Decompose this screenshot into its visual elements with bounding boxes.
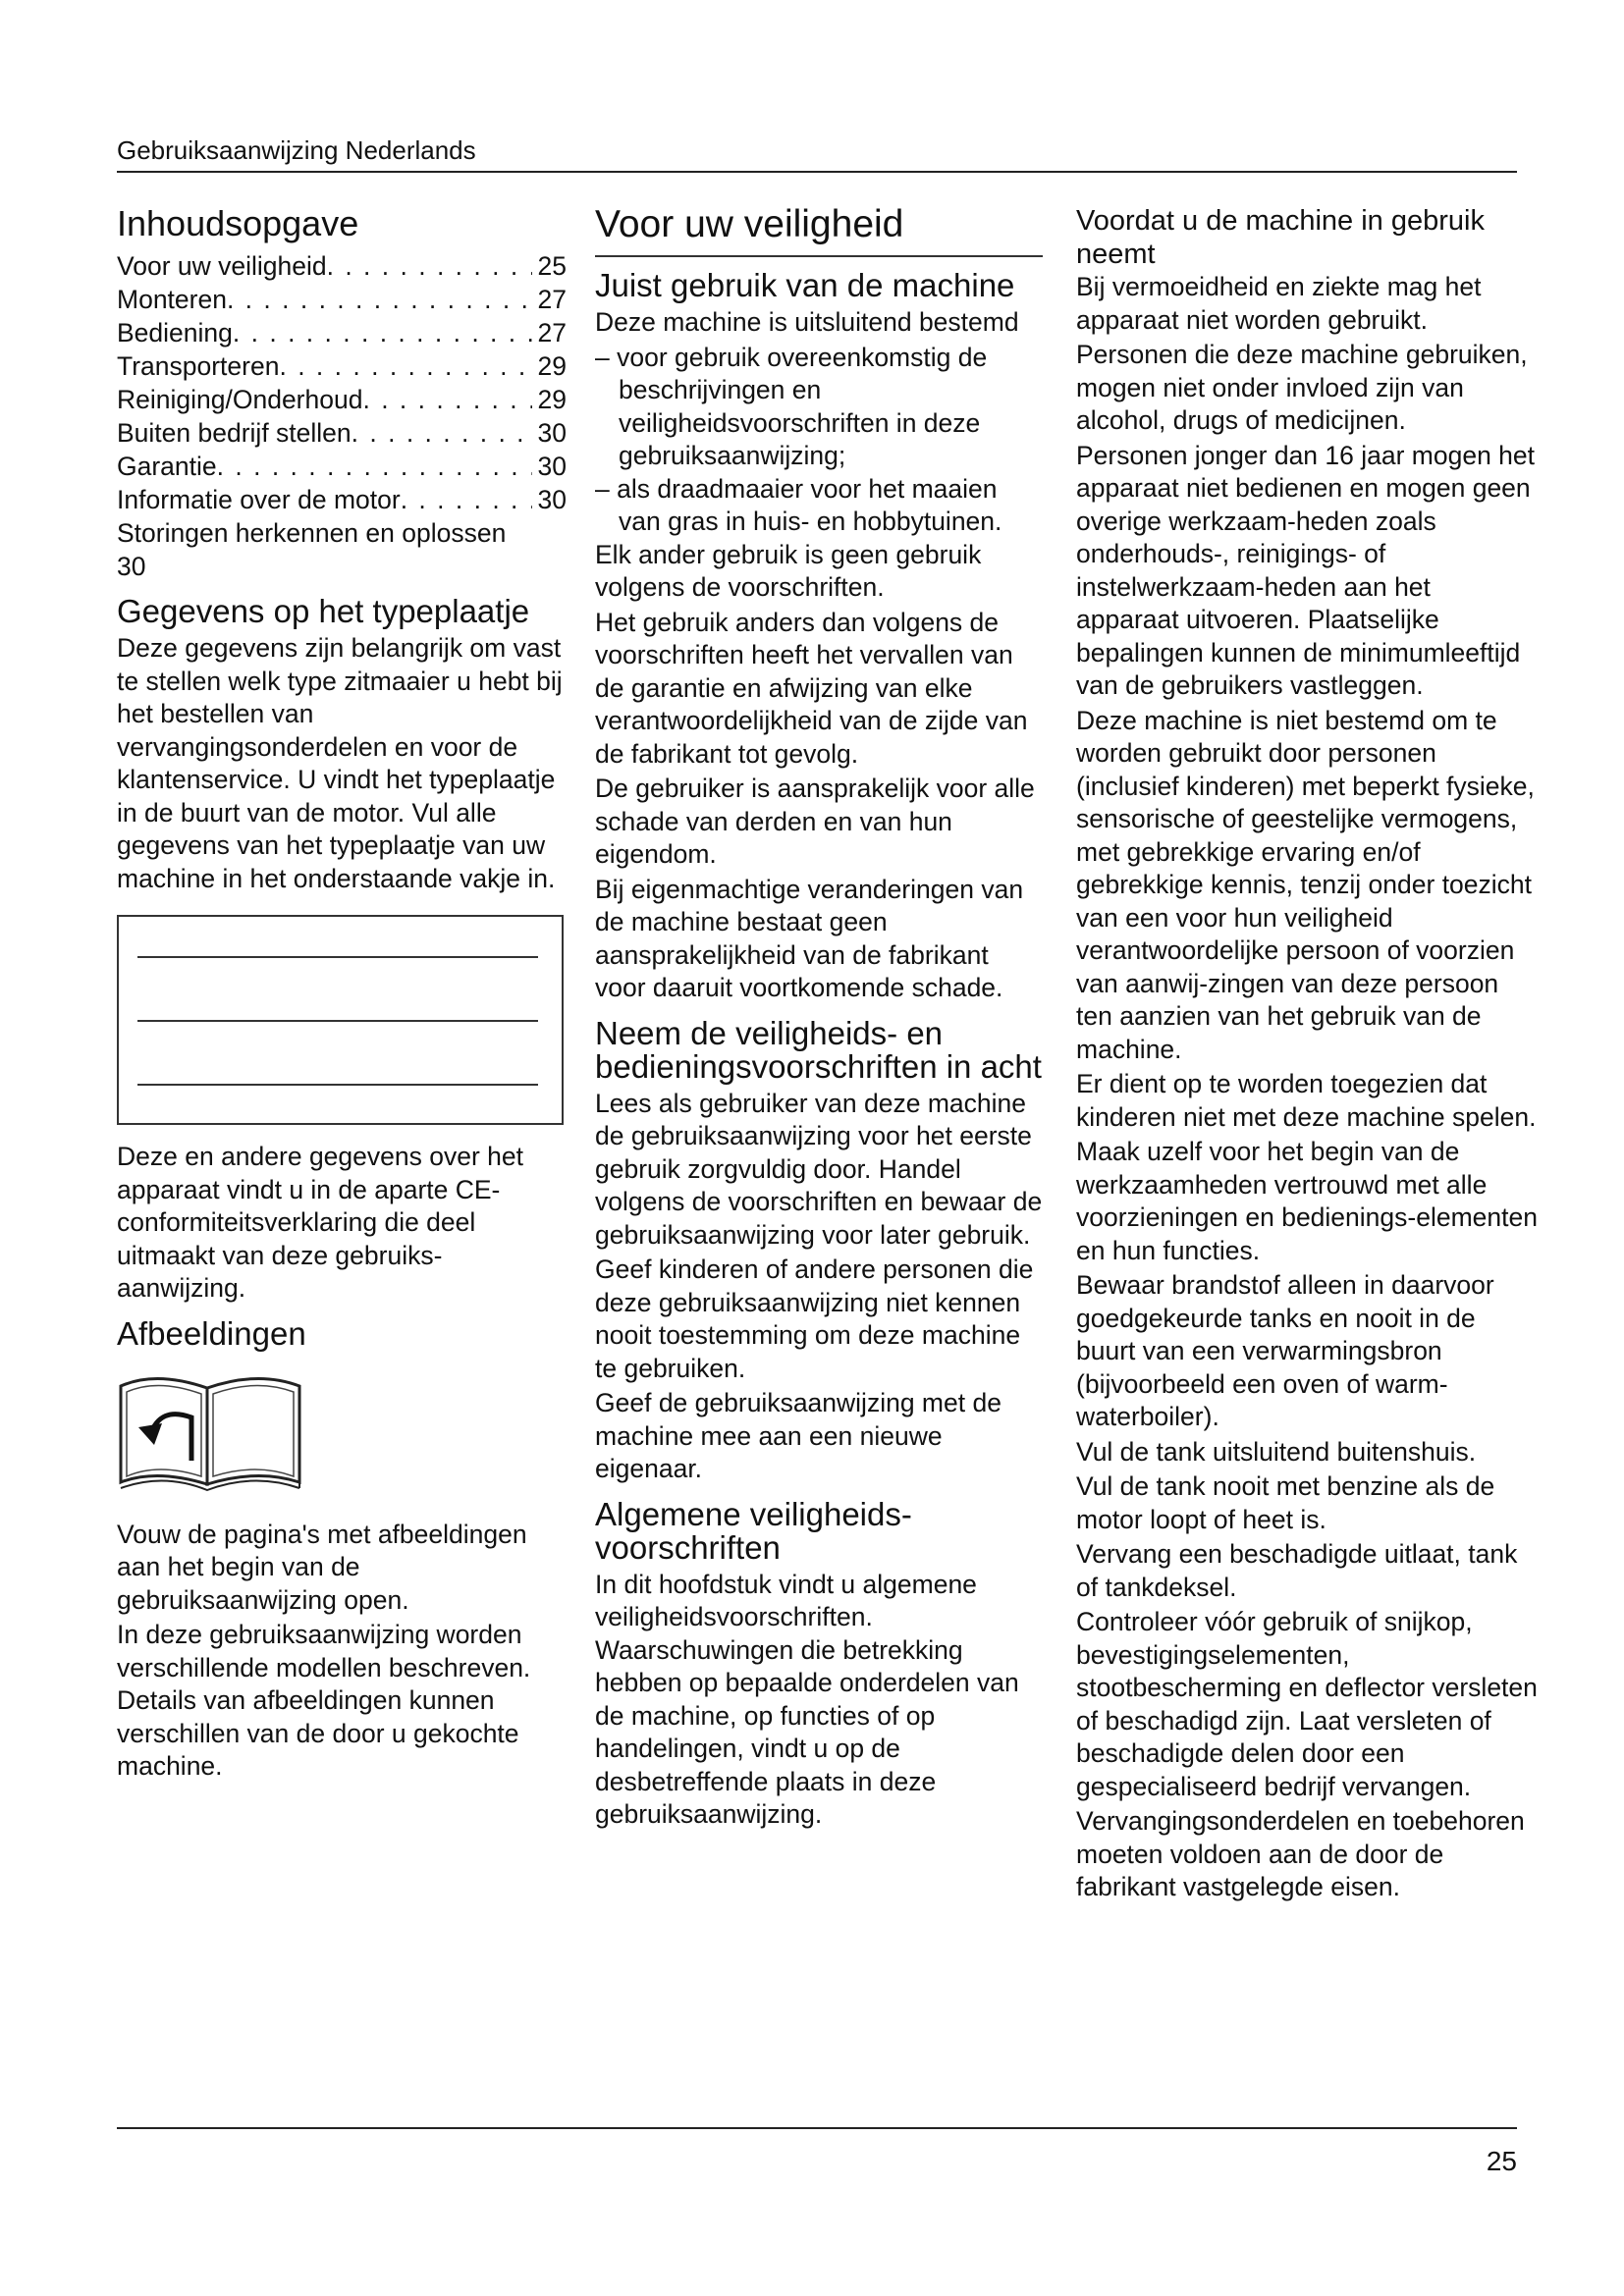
use-paragraph: Bij eigenmachtige veranderingen van de machine bestaat geen aansprakelijkheid van de fabrikant voor daaruit voortkomende schade. [595,874,1024,1002]
obey-heading: Neem de veiligheids- en bedieningsvoorschriften in acht [595,1014,1042,1085]
paragraph: Deze machine is niet bestemd om te worden gebruikt door personen (inclusief kinderen) met beperkt fysieke, sensorische of geestelijke vermogens, met gebrekkige ervaring en/of gebrekkige kennis, tenzij onder toezicht van een voor hun veiligheid verantwoordelijke persoon of voorzien van aanwij-zingen van deze persoon ten aanzien van het gebruik van de machine. [1076,705,1535,1064]
paragraph: Vervang een beschadigde uitlaat, tank of tankdeksel. [1076,1539,1518,1602]
obey-paragraph: Geef kinderen of andere personen die deze gebruiksaanwijzing niet kennen nooit toestemming om deze machine te gebruiken. [595,1255,1034,1383]
typeplate-text: Deze gegevens zijn belangrijk om vast te stellen welk type zitmaaier u hebt bij het bestellen van vervangingsonderdelen en voor de klantenservice. U vindt het typeplaatje in de buurt van de motor. Vul alle gegevens van het typeplaatje van uw machine in het onderstaande vakje in. [117,633,563,893]
paragraph: Maak uzelf voor het begin van de werkzaamheden vertrouwd met alle voorzieningen en bedienings-elementen en hun functies. [1076,1137,1538,1265]
general-paragraph: In dit hoofdstuk vindt u algemene veiligheidsvoorschriften. Waarschuwingen die betrekking hebben op bepaalde onderdelen van de machine, op functies of op handelingen, vindt u op de desbetreffende plaats in deze gebruiksaanwijzing. [595,1569,1019,1829]
typeplate-line [137,1084,538,1086]
use-list [595,342,1043,539]
toc-item[interactable]: Voor uw veiligheid . . . 25 [117,249,567,283]
ce-text: Deze en andere gegevens over het apparaat vindt u in de aparte CE-conformiteitsverklaring die deel uitmaakt van deze gebruiks-aanwijzing. [117,1142,523,1303]
paragraph: Vul de tank uitsluitend buitenshuis. [1076,1436,1477,1467]
typeplate-line [137,956,538,958]
header-rule [117,171,1517,173]
paragraph: Personen die deze machine gebruiken, mogen niet onder invloed zijn van alcohol, drugs of medicijnen. [1076,340,1528,435]
paragraph: Controleer vóór gebruik of snijkop, bevestigingselementen, stootbescherming en deflector versleten of beschadigd zijn. Laat versleten of beschadigde delen door een gespecialiseerd bedrijf vervangen. [1076,1607,1538,1801]
list-item: – als draadmaaier voor het maaien van gras in huis- en hobbytuinen. [595,473,1043,539]
paragraph: Bij vermoeidheid en ziekte mag het apparaat niet worden gebruikt. [1076,272,1482,335]
use-paragraph: Elk ander gebruik is geen gebruik volgens de voorschriften. [595,539,982,602]
typeplate-line [137,1020,538,1022]
column-left [117,204,567,1786]
typeplate-box [117,915,564,1125]
toc-title: Inhoudsopgave [117,203,359,243]
paragraph: Personen jonger dan 16 jaar mogen het apparaat niet bedienen en mogen geen overige werkzaam-heden zoals onderhouds-, reinigings- of instelwerkzaam-heden aan het apparaat uitvoeren. Plaatselijke bepalingen kunnen de minimumleeftijd van de gebruikers vastleggen. [1076,440,1536,700]
book-fold-icon [117,1366,303,1492]
images-text-2: In deze gebruiksaanwijzing worden verschillende modellen beschreven. Details van afbeeldingen kunnen verschillen van de door u gekochte machine. [117,1620,531,1781]
use-paragraph: Het gebruik anders dan volgens de voorschriften heeft het vervallen van de garantie en afwijzing van elke verantwoordelijkheid van de zijde van de fabrikant tot gevolg. [595,607,1028,769]
images-heading: Afbeeldingen [117,1314,306,1352]
toc-item[interactable]: Monteren . . . 27 [117,283,567,316]
section-title: Voor uw veiligheid [595,204,1043,257]
table-of-contents [117,249,567,583]
toc-item[interactable]: Bediening . . . 27 [117,316,567,349]
obey-paragraph: Geef de gebruiksaanwijzing met de machine mee aan een nieuwe eigenaar. [595,1388,1001,1483]
use-paragraph: De gebruiker is aansprakelijk voor alle schade van derden en van hun eigendom. [595,774,1035,869]
obey-paragraph: Lees als gebruiker van deze machine de gebruiksaanwijzing voor het eerste gebruik zorgvuldig door. Handel volgens de voorschriften en bewaar de gebruiksaanwijzing voor later gebruik. [595,1088,1043,1250]
before-use-heading: Voordat u de machine in gebruik neemt [1076,205,1485,270]
general-heading: Algemene veiligheids-voorschriften [595,1495,912,1566]
toc-item[interactable]: Buiten bedrijf stellen . . . 30 [117,416,567,450]
paragraph: Vul de tank nooit met benzine als de motor loopt of heet is. [1076,1471,1495,1534]
page-number: 25 [1486,2146,1517,2176]
paragraph: Bewaar brandstof alleen in daarvoor goedgekeurde tanks en nooit in de buurt van een verwarmingsbron (bijvoorbeeld een oven of warm-waterboiler). [1076,1270,1494,1431]
toc-item[interactable]: Garantie . . . 30 [117,450,567,483]
toc-item[interactable]: Storingen herkennen en oplossen 30 [117,518,507,581]
footer-rule [117,2127,1517,2129]
list-item: – voor gebruik overeenkomstig de beschrijvingen en veiligheidsvoorschriften in deze gebruiksaanwijzing; [595,342,1043,473]
column-middle [595,204,1043,1834]
paragraph: Vervangingsonderdelen en toebehoren moeten voldoen aan de door de fabrikant vastgelegde eisen. [1076,1806,1525,1901]
toc-item[interactable]: Informatie over de motor . . . 30 [117,483,567,516]
running-header: Gebruiksaanwijzing Nederlands [117,135,476,165]
toc-item[interactable]: Transporteren . . . 29 [117,349,567,383]
column-right [1076,204,1538,1906]
paragraph: Er dient op te worden toegezien dat kinderen niet met deze machine spelen. [1076,1069,1537,1132]
images-text-1: Vouw de pagina's met afbeeldingen aan het begin van de gebruiksaanwijzing open. [117,1519,527,1615]
toc-item[interactable]: Reiniging/Onderhoud . . . 29 [117,383,567,416]
typeplate-heading: Gegevens op het typeplaatje [117,593,530,629]
use-heading: Juist gebruik van de machine [595,267,1015,303]
use-intro: Deze machine is uitsluitend bestemd [595,307,1019,337]
